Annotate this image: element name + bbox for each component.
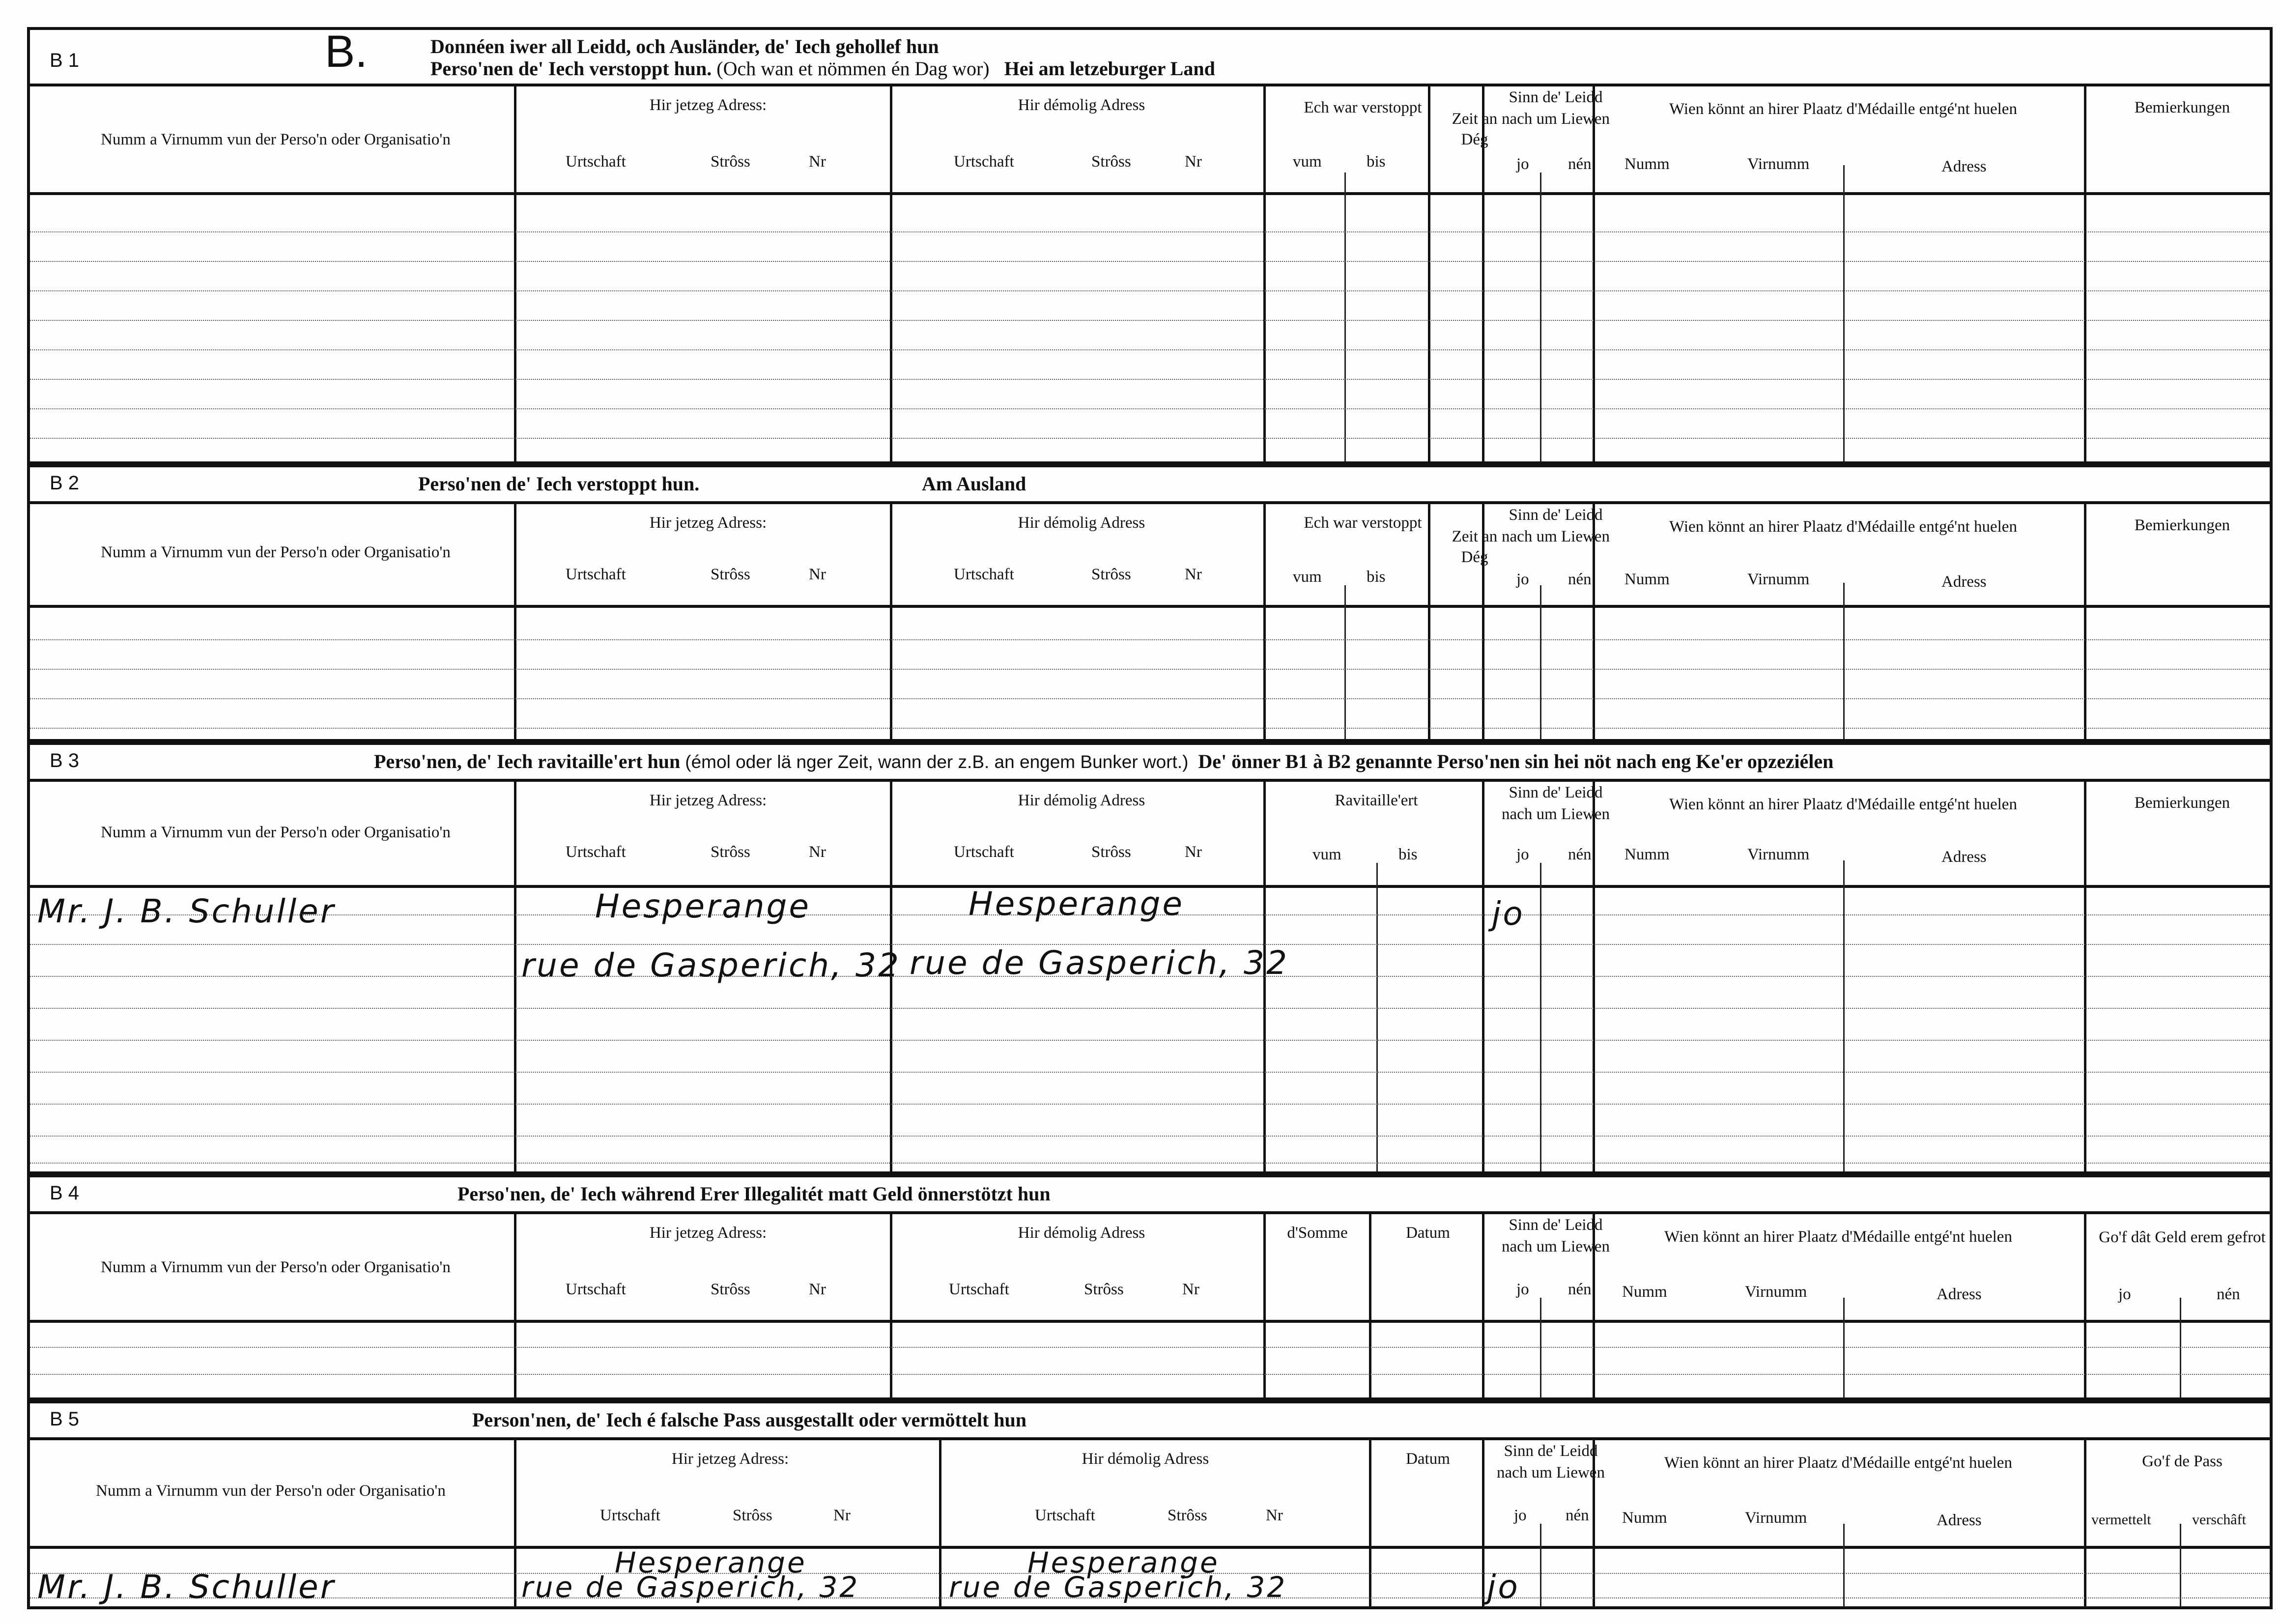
col-nen: nén [2217, 1285, 2240, 1303]
col-jo: jo [1514, 1507, 1527, 1524]
b4-column-header [30, 1214, 2270, 1323]
col-adress: Adress [1941, 573, 1987, 591]
col-remarks: Bemierkungen [2134, 794, 2230, 812]
col-zeit: Zeit an Dég [1452, 528, 1498, 566]
col-addr-now: Hir jetzeg Adress: [649, 96, 767, 114]
col-medal: Wien könnt an hirer Plaatz d'Médaille entgé'nt huelen [1669, 796, 2017, 813]
b3-entry-now-place: Hesperange [595, 887, 811, 925]
section-title-b: Am Ausland [922, 473, 1026, 495]
col-alive: Sinn de' Leidd nach um Liewen [1497, 1442, 1605, 1482]
col-stross: Strôss [1091, 153, 1131, 171]
col-medal: Wien könnt an hirer Plaatz d'Médaille entgé'nt huelen [1664, 1228, 2012, 1246]
col-numm: Numm [1624, 846, 1670, 863]
col-jo: jo [1516, 155, 1529, 173]
col-adress: Adress [1937, 1511, 1982, 1529]
col-alive: Sinn de' Leidd nach um Liewen [1502, 784, 1610, 823]
col-addr-then: Hir démolig Adress [1018, 96, 1145, 114]
b3-entry-now-street: rue de Gasperich, 32 [521, 946, 901, 984]
b3-entry-then-street: rue de Gasperich, 32 [910, 944, 1289, 982]
section-code: B 3 [50, 750, 80, 771]
col-bis: bis [1367, 153, 1386, 171]
col-nr: Nr [833, 1507, 851, 1524]
col-bis: bis [1367, 568, 1386, 586]
b3-column-header [30, 782, 2270, 888]
col-jo: jo [1516, 570, 1529, 588]
col-virnumm: Virnumm [1747, 846, 1810, 863]
b5-entry-now-street: rue de Gasperich, 32 [521, 1570, 860, 1604]
col-stross: Strôss [1084, 1281, 1124, 1298]
col-addr-now: Hir jetzeg Adress: [649, 514, 767, 532]
b3-entry-name: Mr. J. B. Schuller [37, 892, 336, 930]
col-jo: jo [2118, 1285, 2131, 1303]
col-name: Numm a Virnumm vun der Perso'n oder Organisatio'n [96, 1482, 446, 1500]
col-urtschaft: Urtschaft [954, 843, 1014, 861]
col-stross: Strôss [711, 566, 750, 583]
col-geld: Go'f dât Geld erem gefrot [2099, 1228, 2266, 1246]
col-pass: Go'f de Pass [2142, 1453, 2223, 1470]
col-hidden: Ech war verstoppt [1304, 514, 1422, 532]
col-virnumm: Virnumm [1747, 155, 1810, 173]
col-alive: Sinn de' Leidd nach um Liewen [1502, 1216, 1610, 1255]
section-b2 [27, 464, 2273, 742]
col-addr-now: Hir jetzeg Adress: [649, 1224, 767, 1242]
col-nr: Nr [809, 843, 826, 861]
col-adress: Adress [1941, 848, 1987, 866]
col-stross: Strôss [733, 1507, 772, 1524]
section-b5-header [30, 1403, 2270, 1440]
col-nr: Nr [809, 1281, 826, 1298]
b5-entry-alive: jo [1487, 1568, 1520, 1606]
col-nen: nén [1568, 1281, 1592, 1298]
col-numm: Numm [1624, 570, 1670, 588]
section-title: Person'nen, de' Iech é falsche Pass ausgestallt oder vermöttelt hun [472, 1409, 1027, 1431]
col-stross: Strôss [711, 843, 750, 861]
col-medal: Wien könnt an hirer Plaatz d'Médaille entgé'nt huelen [1664, 1454, 2012, 1472]
col-stross: Strôss [1091, 566, 1131, 583]
col-vermettelt: vermettelt [2091, 1511, 2151, 1528]
col-urtschaft: Urtschaft [566, 843, 626, 861]
col-name: Numm a Virnumm vun der Perso'n oder Organisatio'n [101, 1258, 451, 1276]
col-stross: Strôss [1091, 843, 1131, 861]
b5-entry-now-place: Hesperange [615, 1546, 807, 1579]
col-datum: Datum [1406, 1224, 1450, 1242]
col-bis: bis [1398, 846, 1418, 863]
b5-entry-name: Mr. J. B. Schuller [37, 1568, 336, 1606]
section-b4-header [30, 1177, 2270, 1214]
col-stross: Strôss [711, 153, 750, 171]
section-code: B 1 [50, 50, 80, 71]
col-alive: Sinn de' Leidd nach um Liewen [1502, 88, 1610, 128]
col-jo: jo [1516, 1281, 1529, 1298]
section-title-line2: Perso'nen de' Iech verstoppt hun. (Och wan et nömmen én Dag wor) Hei am letzeburger Land [430, 57, 1215, 80]
col-addr-then: Hir démolig Adress [1018, 514, 1145, 532]
col-stross: Strôss [711, 1281, 750, 1298]
col-numm: Numm [1622, 1283, 1667, 1301]
col-nen: nén [1566, 1507, 1589, 1524]
col-urtschaft: Urtschaft [954, 566, 1014, 583]
col-stross: Strôss [1168, 1507, 1207, 1524]
col-addr-now: Hir jetzeg Adress: [671, 1450, 789, 1468]
col-vum: vum [1312, 846, 1341, 863]
section-b3 [27, 742, 2273, 1174]
section-b1-header [30, 27, 2270, 86]
form-sheet [27, 27, 2273, 1609]
col-adress: Adress [1941, 158, 1987, 175]
col-nr: Nr [809, 153, 826, 171]
col-vum: vum [1293, 153, 1322, 171]
col-addr-then: Hir démolig Adress [1082, 1450, 1209, 1468]
col-medal: Wien könnt an hirer Plaatz d'Médaille entgé'nt huelen [1669, 100, 2017, 118]
col-nr: Nr [1182, 1281, 1199, 1298]
col-nen: nén [1568, 155, 1592, 173]
col-alive: Sinn de' Leidd nach um Liewen [1502, 506, 1610, 545]
col-urtschaft: Urtschaft [566, 153, 626, 171]
col-virnumm: Virnumm [1747, 570, 1810, 588]
col-nr: Nr [1185, 843, 1202, 861]
section-title: Perso'nen, de' Iech ravitaille'ert hun (émol oder lä nger Zeit, wann der z.B. an engem Bunker wort.) De' önner B1 à B2 genannte Perso'nen sin hei nöt nach eng Ke'er opzeziélen [374, 750, 1834, 772]
col-virnumm: Virnumm [1745, 1509, 1807, 1527]
b5-column-header [30, 1440, 2270, 1549]
col-nr: Nr [1185, 153, 1202, 171]
b5-entry-then-street: rue de Gasperich, 32 [949, 1570, 1287, 1604]
col-urtschaft: Urtschaft [954, 153, 1014, 171]
col-urtschaft: Urtschaft [566, 1281, 626, 1298]
col-numm: Numm [1624, 155, 1670, 173]
col-jo: jo [1516, 846, 1529, 863]
col-numm: Numm [1622, 1509, 1667, 1527]
col-nen: nén [1568, 846, 1592, 863]
col-addr-now: Hir jetzeg Adress: [649, 792, 767, 809]
section-b5 [27, 1400, 2273, 1609]
col-medal: Wien könnt an hirer Plaatz d'Médaille entgé'nt huelen [1669, 518, 2017, 536]
col-remarks: Bemierkungen [2134, 516, 2230, 534]
col-nr: Nr [1266, 1507, 1283, 1524]
col-adress: Adress [1937, 1285, 1982, 1303]
col-addr-then: Hir démolig Adress [1018, 792, 1145, 809]
section-b2-header [30, 467, 2270, 504]
col-zeit: Zeit an Dég [1452, 110, 1498, 148]
b1-column-header [30, 86, 2270, 195]
col-virnumm: Virnumm [1745, 1283, 1807, 1301]
col-addr-then: Hir démolig Adress [1018, 1224, 1145, 1242]
col-nr: Nr [1185, 566, 1202, 583]
b5-entry-then-place: Hesperange [1027, 1546, 1220, 1579]
col-vum: vum [1293, 568, 1322, 586]
b2-column-header [30, 504, 2270, 608]
section-b4 [27, 1174, 2273, 1400]
col-name: Numm a Virnumm vun der Perso'n oder Organisatio'n [101, 824, 451, 841]
section-title-line1: Donnéen iwer all Leidd, och Ausländer, de' Iech gehollef hun [430, 35, 939, 57]
col-urtschaft: Urtschaft [600, 1507, 660, 1524]
col-remarks: Bemierkungen [2134, 99, 2230, 116]
col-urtschaft: Urtschaft [566, 566, 626, 583]
b3-entry-then-place: Hesperange [969, 885, 1185, 923]
col-ravitailleert: Ravitaille'ert [1335, 792, 1418, 809]
col-datum: Datum [1406, 1450, 1450, 1468]
b3-entry-alive: jo [1492, 895, 1525, 933]
col-hidden: Ech war verstoppt [1304, 99, 1422, 116]
col-urtschaft: Urtschaft [949, 1281, 1009, 1298]
section-b3-header [30, 745, 2270, 782]
col-somme: d'Somme [1287, 1224, 1348, 1242]
col-name: Numm a Virnumm vun der Perso'n oder Organisatio'n [101, 131, 451, 148]
section-code: B 5 [50, 1408, 80, 1430]
col-verschaft: verschâft [2192, 1511, 2246, 1528]
col-nr: Nr [809, 566, 826, 583]
section-letter: B. [325, 27, 368, 77]
section-b1 [27, 27, 2273, 464]
col-urtschaft: Urtschaft [1035, 1507, 1095, 1524]
section-title: Perso'nen, de' Iech während Erer Illegalitét matt Geld önnerstötzt hun [457, 1183, 1051, 1205]
col-nen: nén [1568, 570, 1592, 588]
section-title: Perso'nen de' Iech verstoppt hun. [418, 473, 700, 495]
col-name: Numm a Virnumm vun der Perso'n oder Organisatio'n [101, 543, 451, 561]
section-code: B 2 [50, 472, 80, 494]
section-code: B 4 [50, 1182, 80, 1204]
